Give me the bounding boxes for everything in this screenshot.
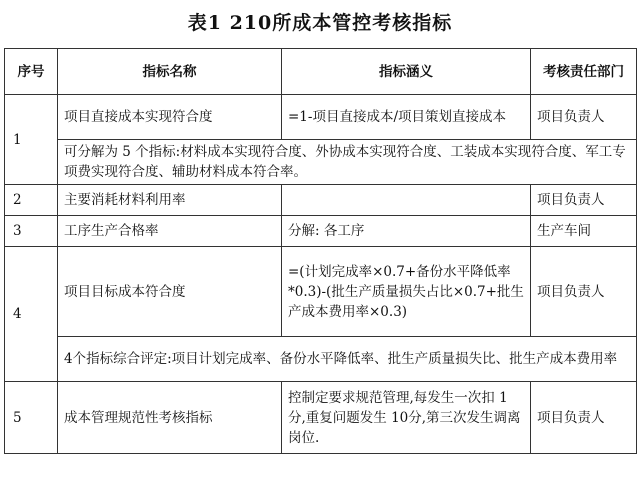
table-note-row (5, 337, 637, 382)
row-meaning: 分解: 各工序 (282, 216, 531, 247)
header-name: 指标名称 (58, 49, 282, 95)
row-name: 工序生产合格率 (58, 216, 282, 247)
row-name: 项目目标成本符合度 (58, 247, 282, 337)
row-dept: 项目负责人 (531, 247, 637, 337)
row-meaning: =(计划完成率×0.7+备份水平降低率*0.3)-(批生产质量损失占比×0.7+批生产成本费用率×0.3) (282, 247, 531, 337)
row-dept: 生产车间 (531, 216, 637, 247)
row-note: 可分解为 5 个指标:材料成本实现符合度、外协成本实现符合度、工装成本实现符合度、军工专项费实现符合度、辅助材料成本符合率。 (58, 140, 637, 185)
row-meaning: 控制定要求规范管理,每发生一次扣 1分,重复问题发生 10分,第三次发生调离岗位. (282, 382, 531, 454)
row-name: 项目直接成本实现符合度 (58, 95, 282, 140)
row-seq: 5 (5, 382, 58, 454)
header-row (5, 49, 637, 95)
table-row (5, 216, 637, 247)
row-seq: 4 (5, 247, 58, 382)
row-meaning (282, 185, 531, 216)
row-dept: 项目负责人 (531, 382, 637, 454)
table-row (5, 247, 637, 337)
row-dept: 项目负责人 (531, 95, 637, 140)
table-row (5, 95, 637, 140)
table-title: 表1 210所成本管控考核指标 (187, 12, 453, 34)
row-seq: 3 (5, 216, 58, 247)
header-seq: 序号 (5, 49, 58, 95)
row-meaning: =1-项目直接成本/项目策划直接成本 (282, 95, 531, 140)
header-meaning: 指标涵义 (282, 49, 531, 95)
header-dept: 考核责任部门 (531, 49, 637, 95)
row-seq: 2 (5, 185, 58, 216)
indicator-table (4, 48, 637, 454)
table-note-row (5, 140, 637, 185)
row-name: 主要消耗材料利用率 (58, 185, 282, 216)
row-dept: 项目负责人 (531, 185, 637, 216)
table-row (5, 382, 637, 454)
table-row (5, 185, 637, 216)
row-name: 成本管理规范性考核指标 (58, 382, 282, 454)
row-note: 4个指标综合评定:项目计划完成率、备份水平降低率、批生产质量损失比、批生产成本费用率 (58, 337, 637, 382)
row-seq: 1 (5, 95, 58, 185)
